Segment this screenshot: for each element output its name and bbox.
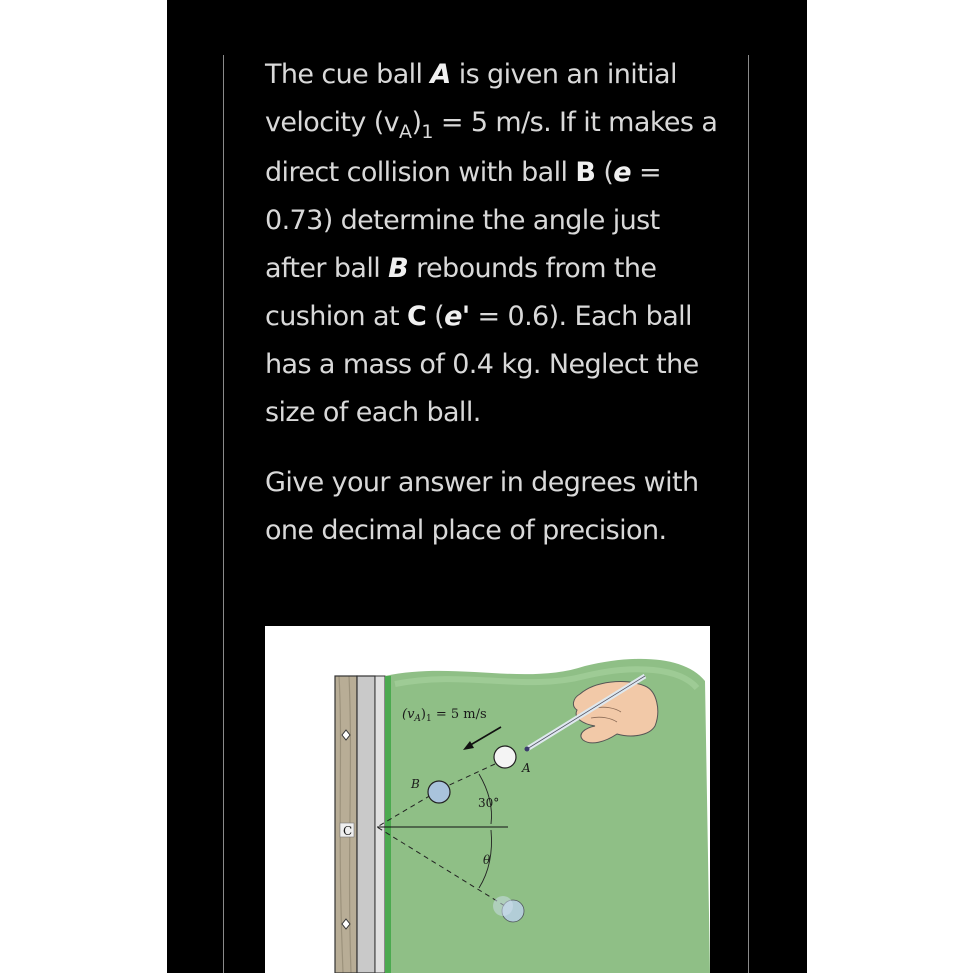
left-divider <box>223 55 224 973</box>
cushion-label: C <box>343 824 353 838</box>
right-divider <box>748 55 749 973</box>
content-panel <box>167 0 807 973</box>
billiards-figure <box>265 626 710 973</box>
ball-a-label: A <box>522 761 531 775</box>
angle-theta-label: θ <box>483 853 491 867</box>
ball-a <box>494 746 516 768</box>
velocity-label: $(v_A)_1 = 5$ m/s <box>402 707 487 724</box>
table-felt <box>385 659 710 973</box>
ball-b <box>428 781 450 803</box>
cushion <box>357 676 375 973</box>
answer-instructions: Give your answer in degrees with one decimal place of precision. <box>265 467 699 546</box>
problem-statement <box>265 51 725 555</box>
angle-30-label: 30° <box>478 796 500 810</box>
problem-paragraph: The cue ball A is given an initial velocity $(v_A)_1 = 5$ m/s. If it makes a direct collision with ball B (e = 0.73) determine the angle just after ball B rebounds from the cushion at C (e' = 0.6). Each ball has a mass of 0.4 kg. Neglect the size of each ball. <box>265 59 718 428</box>
ball-b-label: B <box>411 777 420 791</box>
